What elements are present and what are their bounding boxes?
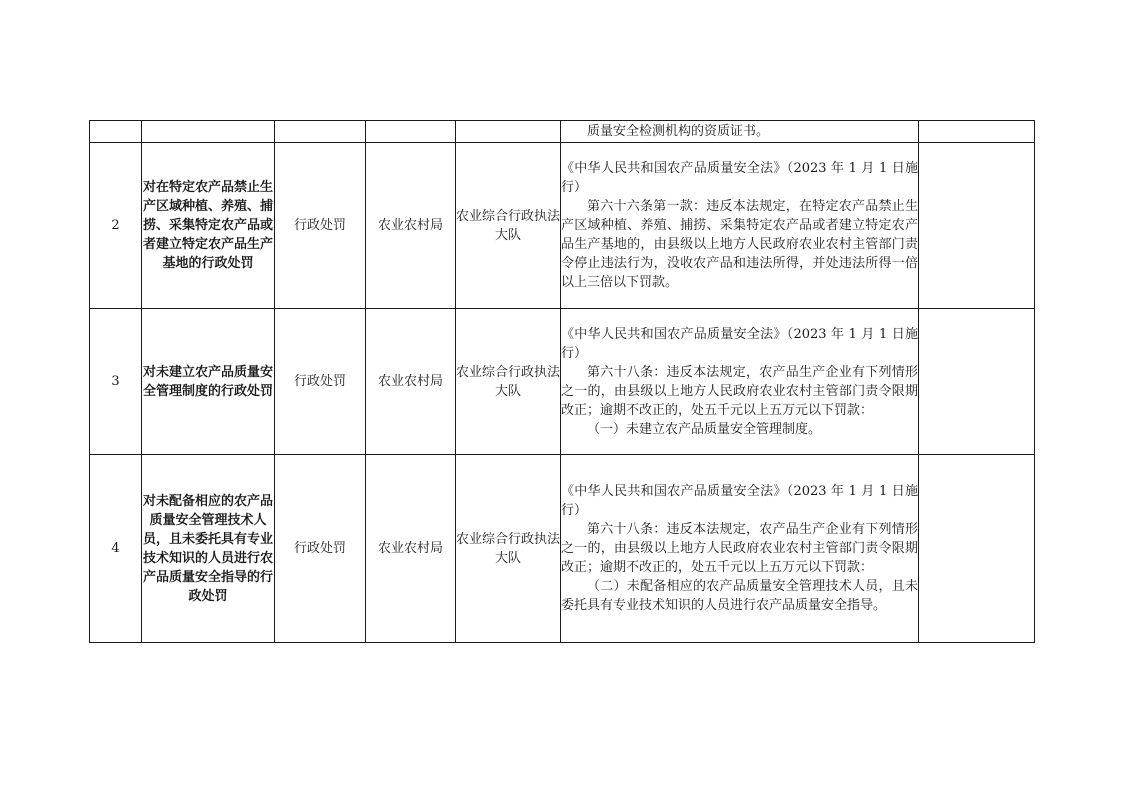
- legal-basis: [561, 143, 919, 309]
- item-name: 对未建立农产品质量安全管理制度的行政处罚: [142, 309, 275, 455]
- department: 农业农村局: [366, 143, 456, 309]
- basis-source: 《中华人民共和国农产品质量安全法》（2023 年 1 月 1 日施行）: [561, 161, 918, 195]
- executing-unit: [456, 121, 561, 143]
- department: [366, 121, 456, 143]
- penalty-type: 行政处罚: [275, 143, 366, 309]
- basis-article: 第六十八条：违反本法规定，农产品生产企业有下列情形之一的，由县级以上地方人民政府农业农村主管部门责令限期改正；逾期不改正的，处五千元以上五万元以下罚款：: [561, 364, 918, 418]
- executing-unit: 农业综合行政执法大队: [456, 309, 561, 455]
- table-row: [90, 121, 1035, 143]
- item-name: 对未配备相应的农产品质量安全管理技术人员，且未委托具有专业技术知识的人员进行农产品质量安全指导的行政处罚: [142, 455, 275, 643]
- remarks: [919, 143, 1035, 309]
- executing-unit: 农业综合行政执法大队: [456, 455, 561, 643]
- legal-basis: [561, 455, 919, 643]
- table-row: [90, 309, 1035, 455]
- penalty-type: [275, 121, 366, 143]
- basis-article: 第六十六条第一款：违反本法规定，在特定农产品禁止生产区域种植、养殖、捕捞、采集特定农产品或者建立特定农产品生产基地的，由县级以上地方人民政府农业农村主管部门责令停止违法行为，没收农产品和违法所得，并处违法所得一倍以上三倍以下罚款。: [561, 199, 918, 290]
- penalty-table: [89, 120, 1035, 643]
- remarks: [919, 121, 1035, 143]
- row-number: [90, 121, 142, 143]
- table-row: [90, 143, 1035, 309]
- penalty-type: 行政处罚: [275, 455, 366, 643]
- basis-paragraph: 质量安全检测机构的资质证书。: [587, 124, 770, 139]
- executing-unit: 农业综合行政执法大队: [456, 143, 561, 309]
- basis-source: 《中华人民共和国农产品质量安全法》（2023 年 1 月 1 日施行）: [561, 484, 918, 518]
- basis-clause: （二）未配备相应的农产品质量安全管理技术人员，且未委托具有专业技术知识的人员进行农产品质量安全指导。: [561, 579, 918, 613]
- item-name: [142, 121, 275, 143]
- remarks: [919, 309, 1035, 455]
- department: 农业农村局: [366, 455, 456, 643]
- remarks: [919, 455, 1035, 643]
- basis-article: 第六十八条：违反本法规定，农产品生产企业有下列情形之一的，由县级以上地方人民政府农业农村主管部门责令限期改正；逾期不改正的，处五千元以上五万元以下罚款：: [561, 522, 918, 575]
- row-number: 4: [90, 455, 142, 643]
- legal-basis: [561, 121, 919, 143]
- legal-basis: [561, 309, 919, 455]
- basis-source: 《中华人民共和国农产品质量安全法》（2023 年 1 月 1 日施行）: [561, 326, 918, 361]
- basis-clause: （一）未建立农产品质量安全管理制度。: [587, 421, 822, 437]
- item-name: 对在特定农产品禁止生产区域种植、养殖、捕捞、采集特定农产品或者建立特定农产品生产基地的行政处罚: [142, 143, 275, 309]
- department: 农业农村局: [366, 309, 456, 455]
- penalty-type: 行政处罚: [275, 309, 366, 455]
- row-number: 3: [90, 309, 142, 455]
- table-row: [90, 455, 1035, 643]
- row-number: 2: [90, 143, 142, 309]
